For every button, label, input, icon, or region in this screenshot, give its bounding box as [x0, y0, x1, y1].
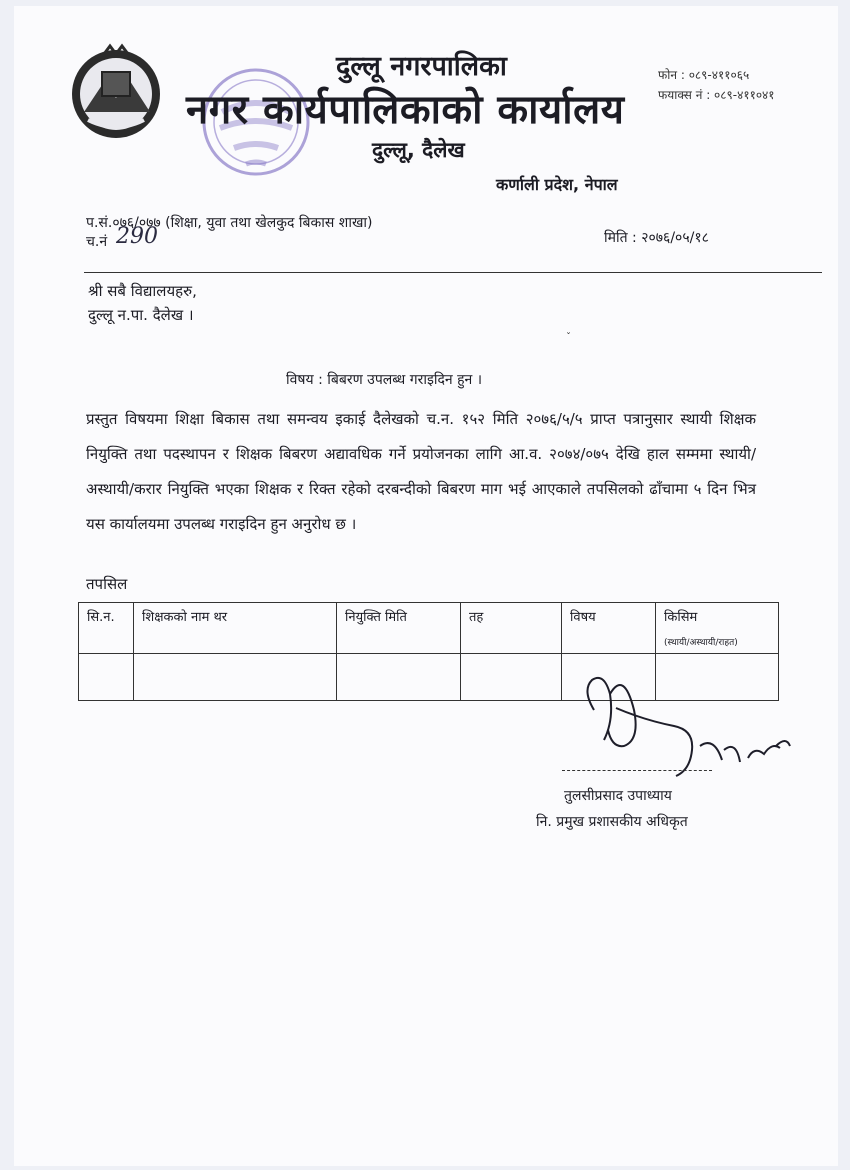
details-heading: तपसिल [86, 575, 128, 593]
table-cell [461, 654, 562, 701]
type-header-label: किसिम [664, 610, 698, 625]
table-cell [134, 654, 337, 701]
table-cell [337, 654, 461, 701]
table-header-cell: विषय [562, 603, 656, 654]
province-line: कर्णाली प्रदेश, नेपाल [496, 175, 618, 194]
phone-number: फोन : ०८९-४११०६५ [658, 68, 750, 82]
letter-subject: विषय : बिबरण उपलब्ध गराइदिन हुन । [286, 372, 483, 388]
type-options-note: (स्थायी/अस्थायी/राहत) [664, 638, 738, 648]
office-title: नगर कार्यपालिकाको कार्यालय [186, 87, 625, 133]
fax-number: फयाक्स नं : ०८९-४११०४१ [658, 88, 775, 102]
table-header-row [79, 603, 779, 654]
addressee-line-1: श्री सबै विद्यालयहरु, [88, 282, 197, 300]
addressee-line-2: दुल्लू न.पा. दैलेख । [88, 306, 194, 324]
table-header-cell: तह [461, 603, 562, 654]
stray-mark: ˇ [566, 332, 571, 343]
header-divider [84, 272, 822, 273]
municipality-name: दुल्लू नगरपालिका [336, 51, 507, 82]
letter-body: प्रस्तुत विषयमा शिक्षा बिकास तथा समन्वय इकाई दैलेखको च.न. १५२ मिति २०७६/५/५ प्राप्त पत्रानुसार स्थायी शिक्षक नियुक्ति तथा पदस्थापन र शिक्षक बिबरण अद्यावधिक गर्ने प्रयोजनका लागि आ.व. २०७४/०७५ देखि हाल सम्ममा स्थायी/अस्थायी/करार नियुक्ति भएका शिक्षक र रिक्त रहेको दरबन्दीको बिबरण माग भई आएकाले तपसिलको ढाँचामा ५ दिन भित्र यस कार्यालयमा उपलब्ध गराइदिन हुन अनुरोध छ । [86, 410, 756, 533]
table-header-cell-type [656, 603, 779, 654]
letter-reference-number: प.सं.०७६/०७७ (शिक्षा, युवा तथा खेलकुद बिकास शाखा) [86, 215, 373, 231]
signatory-name: तुलसीप्रसाद उपाध्याय [564, 788, 672, 804]
dispatch-number-handwritten: 290 [116, 224, 158, 249]
office-location: दुल्लू, दैलेख [372, 138, 465, 162]
signatory-designation: नि. प्रमुख प्रशासकीय अधिकृत [536, 814, 688, 830]
dispatch-number-label: च.नं [86, 234, 108, 250]
table-header-cell: शिक्षकको नाम थर [134, 603, 337, 654]
handwritten-signature [564, 650, 804, 800]
table-header-cell: सि.न. [79, 603, 134, 654]
letter-date: मिति : २०७६/०५/१८ [604, 230, 709, 246]
table-header-cell: नियुक्ति मिति [337, 603, 461, 654]
signature-line [562, 770, 712, 771]
table-cell [79, 654, 134, 701]
letter-page [14, 6, 838, 1166]
nepal-emblem-logo [66, 42, 166, 142]
